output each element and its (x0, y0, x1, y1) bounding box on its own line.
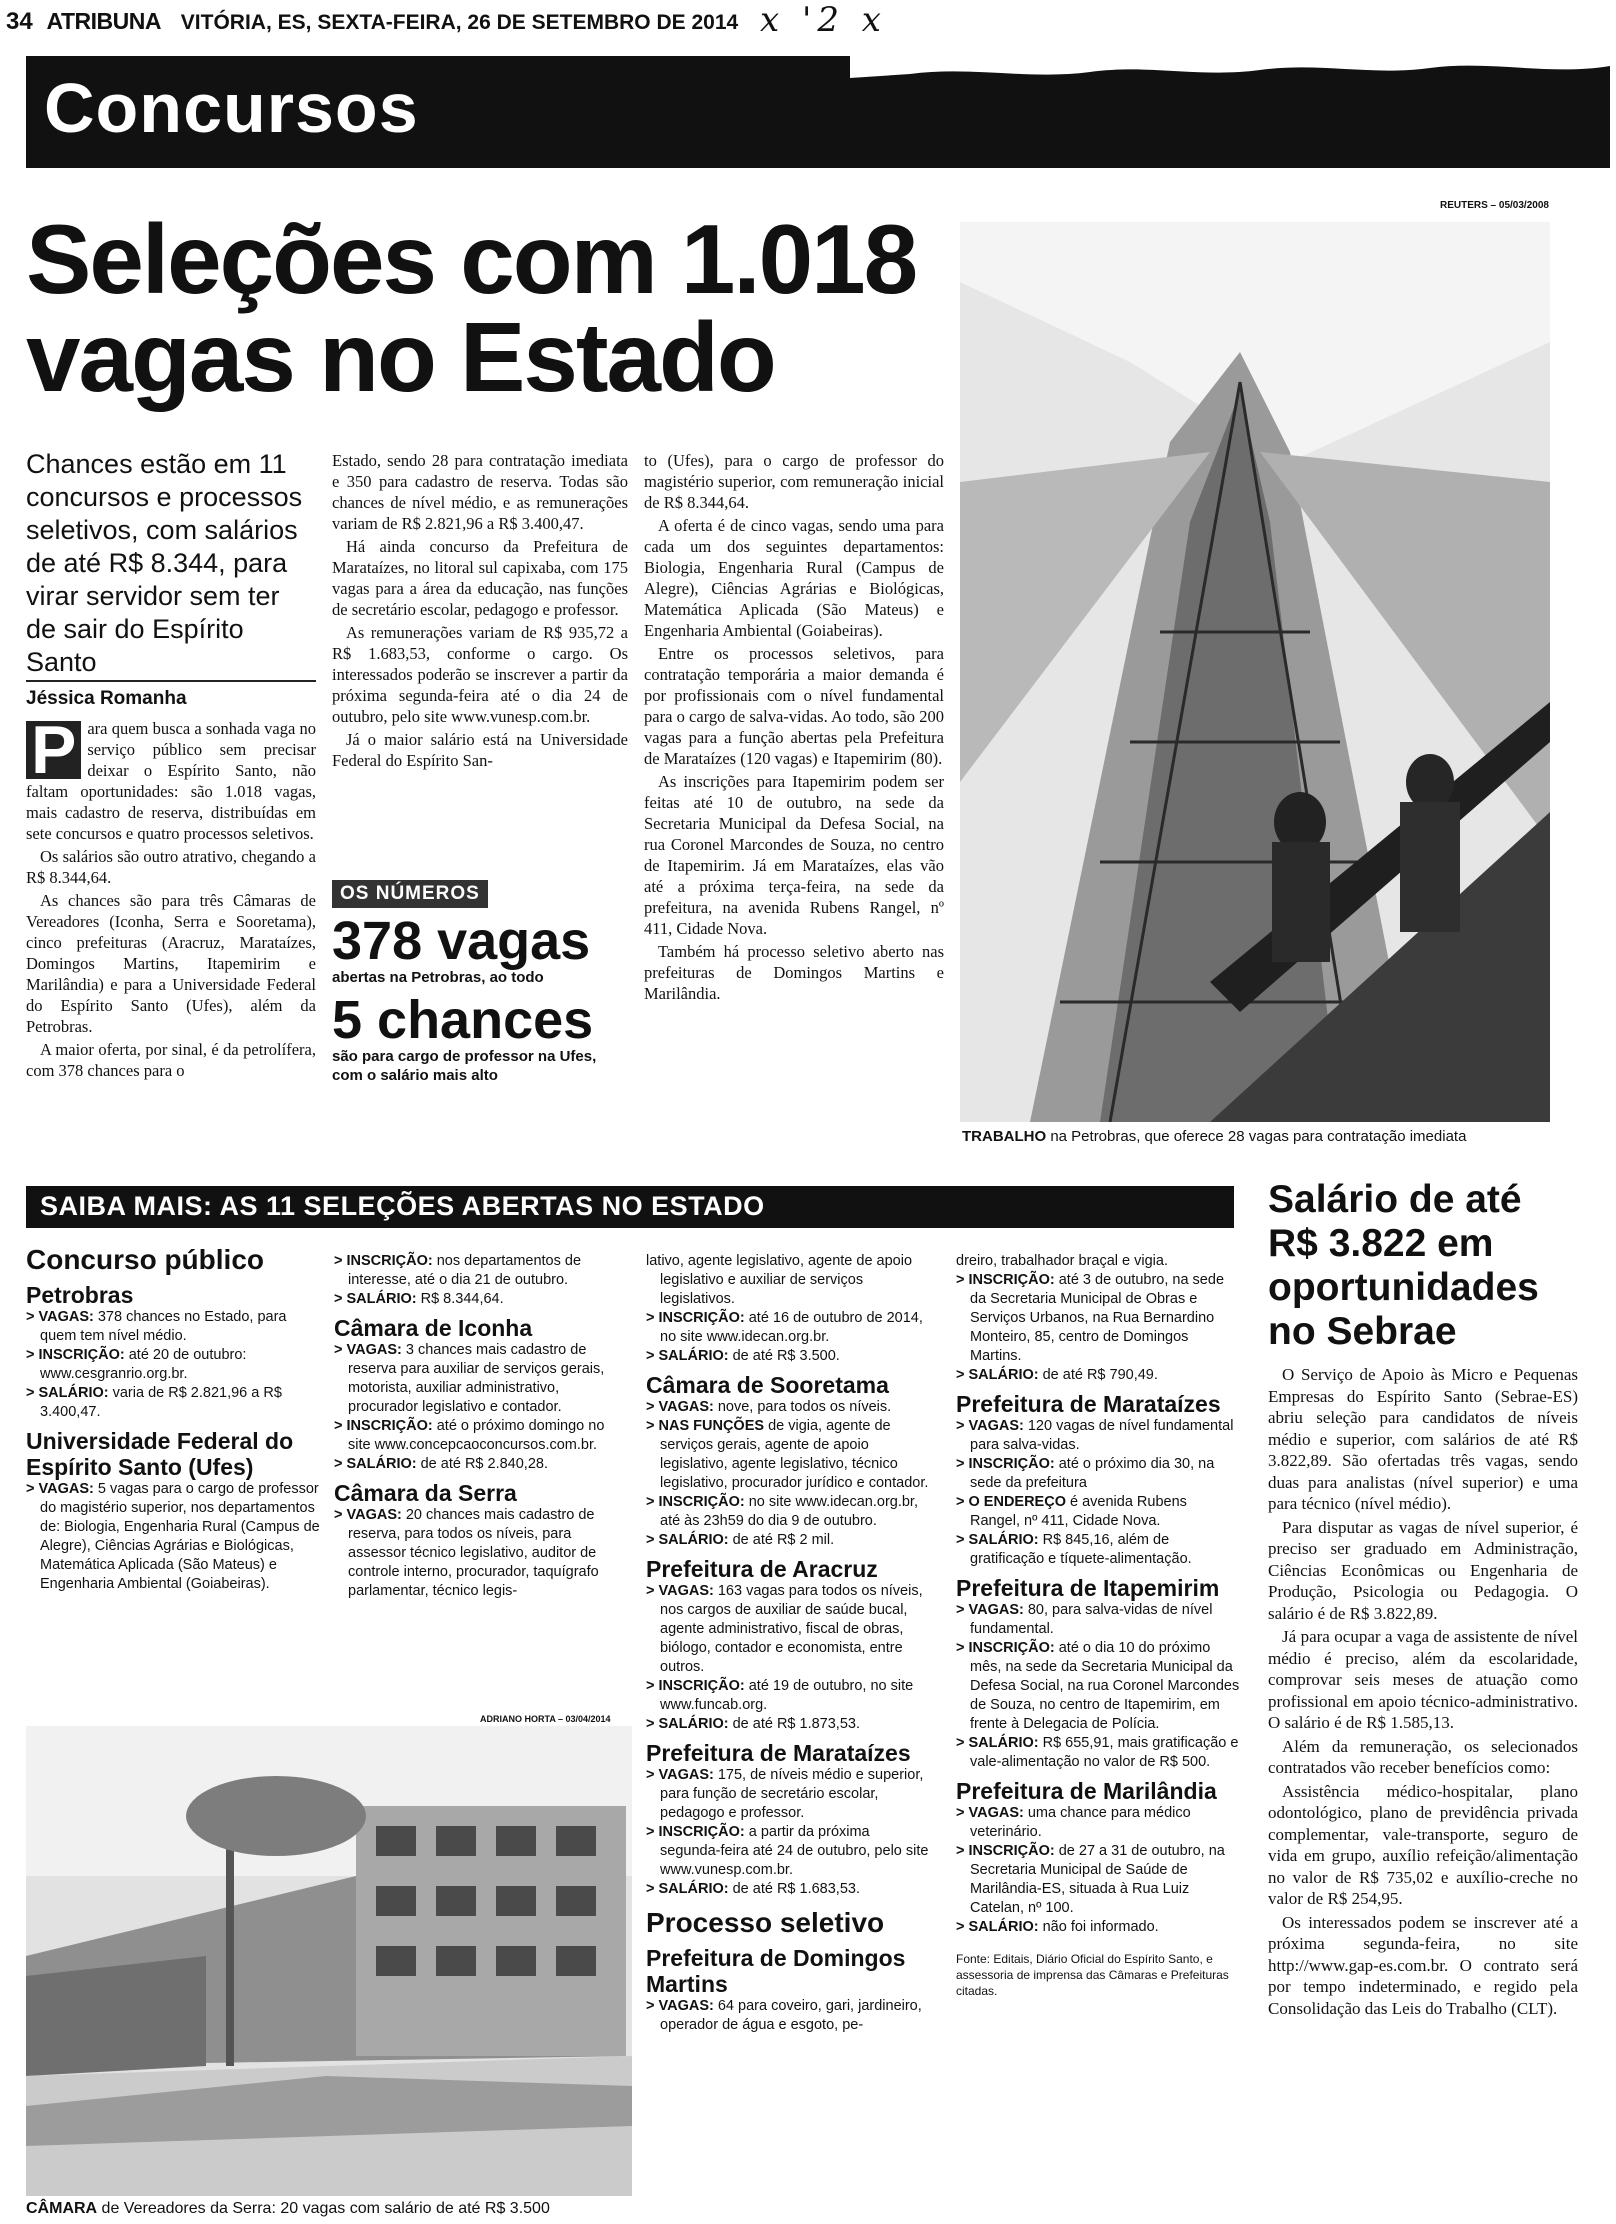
list-item (956, 1842, 1240, 1918)
list-item (646, 1417, 934, 1493)
list-item-value: é avenida Rubens Rangel, nº 411, Cidade Nova. (970, 1494, 1187, 1529)
list-item-key: > SALÁRIO: (956, 1367, 1039, 1383)
listing-column-3 (646, 1252, 934, 2035)
dateline: VITÓRIA, ES, SEXTA-FEIRA, 26 DE SETEMBRO DE 2014 (180, 11, 739, 34)
list-item (646, 1398, 934, 1417)
dropcap: P (26, 721, 81, 779)
list-item-value: até o próximo dia 30, na sede da prefeitura (970, 1456, 1215, 1491)
list-item-key: > INSCRIÇÃO: (26, 1347, 125, 1363)
list-item (646, 1677, 934, 1715)
body-paragraph: Para disputar as vagas de nível superior, é preciso ser graduado em Administração, Ciências Econômicas ou Engenharia de Produção, Psicologia ou Pedagogia. O salário é de R$ 3.822,89. (1268, 1517, 1578, 1623)
caption-text: de Vereadores da Serra: 20 vagas com salário de até R$ 3.500 (97, 2200, 550, 2217)
listing-heading: Câmara de Sooretama (646, 1372, 889, 1398)
list-item-value: de até R$ 1.683,53. (728, 1881, 860, 1897)
list-item (646, 1347, 934, 1366)
listing-heading: Universidade Federal do Espírito Santo (Ufes) (26, 1428, 294, 1480)
list-item-value: 3 chances mais cadastro de reserva para auxiliar de serviços gerais, motorista, auxiliar administrativo, procurador legislativo e contador. (348, 1342, 605, 1415)
list-item-key: > INSCRIÇÃO: (956, 1272, 1055, 1288)
list-item (334, 1341, 620, 1417)
list-item-value: até 20 de outubro: www.cesgranrio.org.br. (40, 1347, 247, 1382)
sources-note: Fonte: Editais, Diário Oficial do Espírito Santo, e assessoria de imprensa das Câmaras e Prefeituras citadas. (956, 1952, 1229, 1998)
list-item-key: > SALÁRIO: (26, 1385, 109, 1401)
listing-section-title: Concurso público (26, 1244, 264, 1275)
list-item-value: de vigia, agente de serviços gerais, agente de apoio legislativo, agente legislativo, técnico legislativo, procurador jurídico e contador. (660, 1418, 929, 1491)
list-item-key: > INSCRIÇÃO: (646, 1824, 745, 1840)
list-item-key: > VAGAS: (334, 1342, 402, 1358)
body-paragraph: to (Ufes), para o cargo de professor do magistério superior, com remuneração inicial de R$ 8.344,64. (644, 451, 944, 512)
list-item (26, 1384, 320, 1422)
list-item-key: > SALÁRIO: (956, 1735, 1039, 1751)
list-item-key: > SALÁRIO: (646, 1881, 729, 1897)
photo-credit: REUTERS – 05/03/2008 (1440, 200, 1549, 211)
camara-serra-photo (26, 1726, 632, 2196)
list-item (956, 1455, 1240, 1493)
body-column-2 (332, 450, 628, 773)
byline: Jéssica Romanha (26, 680, 316, 710)
body-paragraph: O Serviço de Apoio às Micro e Pequenas Empresas do Espírito Santo (Sebrae-ES) abriu seleção para candidatos de níveis médio e superior, com salários de até R$ 3.822,89. São ofertadas três vagas, sendo duas para analistas (nível superior) e uma para técnico (nível médio). (1268, 1365, 1578, 1513)
list-item-key: > VAGAS: (26, 1481, 94, 1497)
number-vagas: 378 vagas (332, 911, 591, 971)
section-title: Concursos (44, 69, 419, 147)
section-banner (26, 56, 1610, 168)
list-item-key: > SALÁRIO: (334, 1291, 417, 1307)
list-item (334, 1252, 620, 1290)
numbers-tag: OS NÚMEROS (332, 880, 488, 908)
list-item-key: > INSCRIÇÃO: (956, 1456, 1055, 1472)
saiba-mais-bar: SAIBA MAIS: AS 11 SELEÇÕES ABERTAS NO ESTADO (26, 1186, 1234, 1228)
list-item (646, 1309, 934, 1347)
list-item (956, 1918, 1240, 1937)
body-paragraph: As remunerações variam de R$ 935,72 a R$ 1.683,53, conforme o cargo. Os interessados poderão se inscrever a partir da próxima segunda-feira até o dia 24 de outubro, pelo site www.vunesp.com.br. (332, 623, 628, 726)
headline: Seleções com 1.018 vagas no Estado (26, 204, 917, 412)
petrobras-photo (960, 222, 1550, 1122)
list-item-key: > INSCRIÇÃO: (646, 1678, 745, 1694)
list-item-key: > VAGAS: (26, 1309, 94, 1325)
list-item-value: 5 vagas para o cargo de professor do magistério superior, nos departamentos de: Biologia, Engenharia Rural (Campus de Alegre), Ciências Agrárias e Biológicas, Matemática Aplicada (São Mateus) e Engenharia Ambiental (Goiabeiras). (40, 1481, 320, 1592)
list-item-key: > VAGAS: (646, 1399, 714, 1415)
photo-credit: ADRIANO HORTA – 03/04/2014 (480, 1714, 611, 1724)
list-item-value: até 16 de outubro de 2014, no site www.idecan.org.br. (660, 1310, 923, 1345)
list-item-value: R$ 655,91, mais gratificação e vale-alimentação no valor de R$ 500. (970, 1735, 1239, 1770)
list-item (956, 1531, 1240, 1569)
listing-heading: Prefeitura de Marataízes (956, 1391, 1221, 1417)
list-item (646, 1582, 934, 1677)
body-paragraph: Os salários são outro atrativo, chegando a R$ 8.344,64. (26, 847, 316, 887)
camara-serra-photo-image (26, 1726, 632, 2196)
handwritten-mark: x '2 x (760, 0, 887, 40)
list-item-value: 163 vagas para todos os níveis, nos cargos de auxiliar de saúde bucal, agente administrativo, fiscal de obras, biólogo, contador e economista, entre outros. (660, 1583, 923, 1675)
body-column-1 (26, 712, 316, 1083)
processo-seletivo-subhead: Prefeitura de Domingos Martins (646, 1945, 906, 1997)
number-chances-text: são para cargo de professor na Ufes, com o salário mais alto (332, 1048, 597, 1084)
list-item-value: a partir da próxima segunda-feira até 24 de outubro, pelo site www.vunesp.com.br. (660, 1824, 929, 1878)
list-item (334, 1506, 620, 1601)
caption-text: na Petrobras, que oferece 28 vagas para contratação imediata (1046, 1128, 1467, 1145)
list-item (646, 1823, 934, 1880)
numbers-box (332, 880, 628, 1085)
photo-caption (962, 1128, 1552, 1145)
list-item (956, 1734, 1240, 1772)
body-paragraph: Os interessados podem se inscrever até a próxima segunda-feira, no site http://www.gap-es.com.br. O contrato será por tempo indeterminado, e regido pela Consolidação das Leis do Trabalho (CLT). (1268, 1912, 1578, 2018)
list-item-value: de até R$ 1.873,53. (728, 1716, 860, 1732)
list-item (334, 1417, 620, 1455)
list-item-key: > SALÁRIO: (956, 1919, 1039, 1935)
list-item-value: R$ 8.344,64. (416, 1291, 504, 1307)
listing-heading: Prefeitura de Aracruz (646, 1556, 878, 1582)
listing-heading: Prefeitura de Marilândia (956, 1778, 1217, 1804)
listing-heading: Prefeitura de Itapemirim (956, 1575, 1220, 1601)
list-item-value: até 19 de outubro, no site www.funcab.org. (660, 1678, 914, 1713)
list-item (334, 1290, 620, 1309)
photo-caption (26, 2200, 632, 2218)
list-item (956, 1601, 1240, 1639)
list-item-value: no site www.idecan.org.br, até às 23h59 do dia 9 de outubro. (660, 1494, 918, 1529)
list-item-value: até 3 de outubro, na sede da Secretaria Municipal de Obras e Serviços Urbanos, na Rua Bernardino Monteiro, 85, centro de Domingos Martins. (970, 1272, 1225, 1364)
body-paragraph: Há ainda concurso da Prefeitura de Marataízes, no litoral sul capixaba, com 175 vagas para a área da educação, nas funções de secretário escolar, pedagogo e professor. (332, 537, 628, 619)
list-item (956, 1417, 1240, 1455)
list-item (956, 1804, 1240, 1842)
petrobras-photo-image (960, 222, 1550, 1122)
list-item-value: de até R$ 3.500. (728, 1348, 840, 1364)
list-item (334, 1455, 620, 1474)
list-item (646, 1766, 934, 1823)
standfirst: Chances estão em 11 concursos e processos seletivos, com salários de até R$ 8.344, para virar servidor sem ter de sair do Espírito Santo (26, 449, 303, 677)
list-item-key: > SALÁRIO: (956, 1532, 1039, 1548)
list-item-value: R$ 845,16, além de gratificação e tíquete-alimentação. (970, 1532, 1192, 1567)
body-paragraph: Assistência médico-hospitalar, plano odontológico, plano de previdência privada complementar, vale-transporte, seguro de vida em grupo, auxílio refeição/alimentação no valor de R$ 735,02 e auxílio-creche no valor de R$ 254,95. (1268, 1781, 1578, 1908)
list-item (26, 1480, 320, 1594)
list-item-key: > INSCRIÇÃO: (646, 1494, 745, 1510)
list-item-value: uma chance para médico veterinário. (970, 1805, 1191, 1840)
page-header (6, 0, 1606, 48)
body-paragraph: Estado, sendo 28 para contratação imediata e 350 para cadastro de reserva. Todas são chances de nível médio, e as remunerações variam de R$ 2.821,96 a R$ 3.400,47. (332, 451, 628, 533)
list-item-value: 175, de níveis médio e superior, para função de secretário escolar, pedagogo e professor. (660, 1767, 924, 1821)
list-item-key: > INSCRIÇÃO: (956, 1843, 1055, 1859)
sebrae-body (1268, 1364, 1578, 2021)
list-item-key: > VAGAS: (334, 1507, 402, 1523)
page-number: 34 (6, 8, 33, 35)
list-item-key: > INSCRIÇÃO: (334, 1253, 433, 1269)
processo-seletivo-title: Processo seletivo (646, 1907, 885, 1938)
list-item-value: até o próximo domingo no site www.concepcaoconcursos.com.br. (348, 1418, 605, 1453)
list-item (646, 1531, 934, 1550)
list-item-value: de até R$ 790,49. (1038, 1367, 1158, 1383)
list-item-key: > VAGAS: (956, 1805, 1024, 1821)
list-item-value: 80, para salva-vidas de nível fundamental. (970, 1602, 1213, 1637)
body-paragraph: Também há processo seletivo aberto nas prefeituras de Domingos Martins e Marilândia. (644, 942, 944, 1003)
body-paragraph: A oferta é de cinco vagas, sendo uma para cada um dos seguintes departamentos: Biologia, Engenharia Rural (Campus de Alegre), Ciências Agrárias e Biológicas, Matemática Aplicada (São Mateus) e Engenharia Ambiental (Goiabeiras). (644, 516, 944, 640)
list-item-value: de até R$ 2 mil. (728, 1532, 835, 1548)
listing-heading: Câmara de Iconha (334, 1315, 533, 1341)
list-item-value: de 27 a 31 de outubro, na Secretaria Municipal de Saúde de Marilândia-ES, situada à Rua Luiz Catelan, nº 100. (970, 1843, 1225, 1916)
body-paragraph: A maior oferta, por sinal, é da petrolífera, com 378 chances para o (26, 1040, 316, 1080)
body-paragraph: As chances são para três Câmaras de Vereadores (Iconha, Serra e Sooretama), cinco prefeituras (Aracruz, Marataízes, Domingos Martins, Itapemirim e Marilândia) e para a Universidade Federal do Espírito Santo (Ufes), além da Petrobras. (26, 891, 316, 1036)
list-item-value: dreiro, trabalhador braçal e vigia. (956, 1253, 1168, 1269)
list-item-key: > VAGAS: (956, 1602, 1024, 1618)
list-item-key: > SALÁRIO: (334, 1456, 417, 1472)
list-item: > VAGAS: 64 para coveiro, gari, jardineiro, operador de água e esgoto, pe- (646, 1998, 922, 2033)
list-item (956, 1271, 1240, 1366)
list-item-value: não foi informado. (1038, 1919, 1159, 1935)
list-item (646, 1252, 934, 1309)
list-item (956, 1639, 1240, 1734)
newspaper-brand: ATRIBUNA (46, 8, 161, 34)
list-item (646, 1880, 934, 1899)
list-item-key: > INSCRIÇÃO: (956, 1640, 1055, 1656)
list-item-value: nove, para todos os níveis. (713, 1399, 892, 1415)
list-item (956, 1252, 1240, 1271)
body-paragraph: Além da remuneração, os selecionados contratados vão receber benefícios como: (1268, 1736, 1578, 1777)
list-item-key: > INSCRIÇÃO: (646, 1310, 745, 1326)
list-item-value: até o dia 10 do próximo mês, na sede da Secretaria Municipal da Defesa Social, na rua Coronel Marcondes de Souza, no centro de Itapemirim, em frente à Delegacia de Polícia. (970, 1640, 1240, 1732)
list-item-key: > VAGAS: (646, 1583, 714, 1599)
list-item-value: de até R$ 2.840,28. (416, 1456, 548, 1472)
list-item-value: 120 vagas de nível fundamental para salva-vidas. (970, 1418, 1234, 1453)
list-item-key: > NAS FUNÇÕES (646, 1418, 765, 1434)
caption-lead: TRABALHO (962, 1128, 1047, 1145)
list-item-value: 20 chances mais cadastro de reserva, para todos os níveis, para assessor técnico legislativo, auditor de controle interno, procurador, taquígrafo parlamentar, técnico legis- (348, 1507, 599, 1599)
body-paragraph: Já para ocupar a vaga de assistente de nível médio é preciso, além da escolaridade, comprovar seis meses de atuação como profissional em apoio técnico-administrativo. O salário é de R$ 1.585,13. (1268, 1627, 1578, 1732)
list-item-key: > VAGAS: (646, 1767, 714, 1783)
listing-heading: Câmara da Serra (334, 1480, 517, 1506)
list-item-key: > SALÁRIO: (646, 1532, 729, 1548)
list-item-value: nos departamentos de interesse, até o dia 21 de outubro. (348, 1253, 582, 1288)
number-vagas-text: abertas na Petrobras, ao todo (332, 969, 544, 986)
listing-heading: Petrobras (26, 1282, 134, 1308)
list-item (646, 1493, 934, 1531)
list-item (956, 1493, 1240, 1531)
list-item-key: > VAGAS: (956, 1418, 1024, 1434)
listing-column-1 (26, 1244, 320, 1594)
list-item-key: > O ENDEREÇO (956, 1494, 1066, 1510)
list-item (26, 1308, 320, 1346)
listing-column-2 (334, 1252, 620, 1601)
list-item-key: > SALÁRIO: (646, 1716, 729, 1732)
body-paragraph: P ara quem busca a sonhada vaga no serviço público sem precisar deixar o Espírito Santo, não faltam oportunidades: são 1.018 vagas, mais cadastro de reserva, distribuídas em sete concursos e quatro processos seletivos. (26, 712, 316, 843)
number-chances: 5 chances (332, 990, 594, 1050)
list-item (646, 1715, 934, 1734)
body-column-3 (644, 450, 944, 1006)
caption-lead: CÂMARA (26, 2200, 98, 2217)
body-paragraph: As inscrições para Itapemirim podem ser feitas até 10 de outubro, na sede da Secretaria Municipal da Defesa Social, na rua Coronel Marcondes de Souza, no centro de Itapemirim. Já em Marataízes, elas vão até a próxima terça-feira, na sede da prefeitura, na avenida Rubens Rangel, nº 411, Cidade Nova. (644, 772, 944, 938)
list-item-key: > SALÁRIO: (646, 1348, 729, 1364)
banner-wave-decoration (850, 56, 1610, 108)
list-item-value: 378 chances no Estado, para quem tem nível médio. (40, 1309, 287, 1344)
sebrae-headline: Salário de até R$ 3.822 em oportunidades no Sebrae (1268, 1178, 1539, 1353)
list-item (956, 1366, 1240, 1385)
body-paragraph: Já o maior salário está na Universidade Federal do Espírito San- (332, 730, 628, 770)
body-paragraph: Entre os processos seletivos, para contratação temporária a maior demanda é por profissionais com o nível fundamental para o cargo de salva-vidas. Ao todo, são 200 vagas para a função abertas pela Prefeitura de Marataízes (120 vagas) e Itapemirim (80). (644, 644, 944, 768)
list-item-key: > INSCRIÇÃO: (334, 1418, 433, 1434)
list-item-value: lativo, agente legislativo, agente de apoio legislativo e auxiliar de serviços legislativos. (646, 1253, 913, 1307)
list-item-value: varia de R$ 2.821,96 a R$ 3.400,47. (40, 1385, 282, 1420)
listing-heading: Prefeitura de Marataízes (646, 1740, 911, 1766)
listing-column-4 (956, 1252, 1240, 1999)
list-item (26, 1346, 320, 1384)
